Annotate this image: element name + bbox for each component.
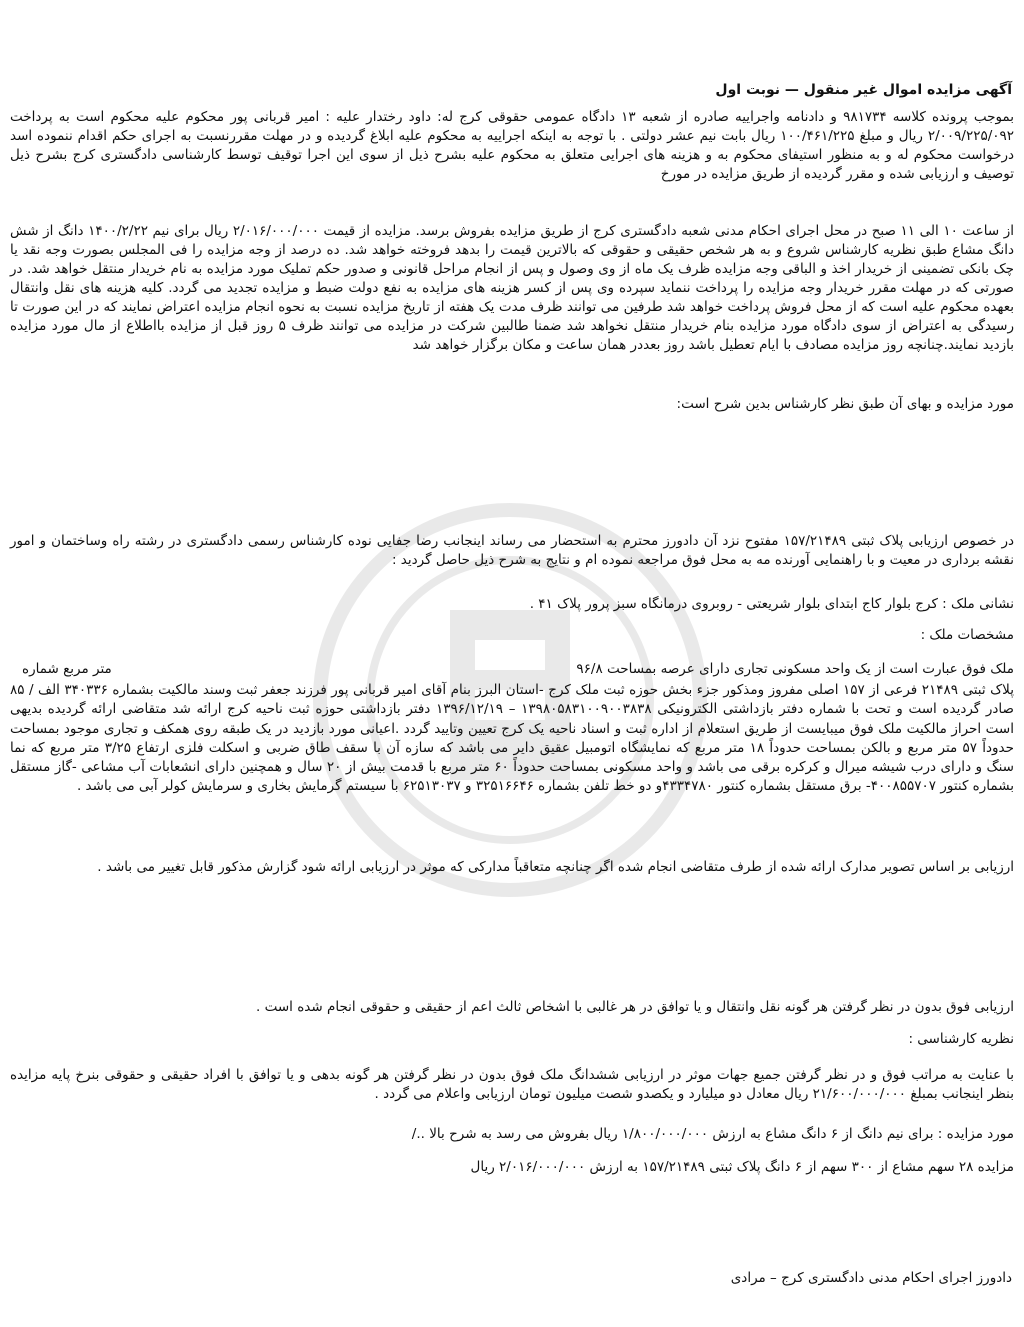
valuation-note <box>10 998 1014 1024</box>
subject-intro-text: مورد مزایده و بهای آن طبق نظر کارشناس بدین شرح است: <box>676 396 1014 412</box>
opinion-heading-text: نظریه کارشناسی : <box>908 1031 1014 1047</box>
specs-heading-text: مشخصات ملک : <box>920 627 1014 643</box>
intro-text: بموجب پرونده کلاسه ۹۸۱۷۳۴ و دادنامه واجراییه صادره از شعبه ۱۳ دادگاه عمومی حقوقی کرج له: داود رختدار علیه : امیر قربانی پور محکوم علیه محکوم است به پرداخت ۲/۰۰۹/۲۲۵/۰۹۲ ریال و مبلغ ۱۰۰/۴۶۱/۲۲۵ ریال بابت نیم عشر دولتی . با توجه به اینکه اجراییه به محکوم علیه ابلاغ گردیده و در مهلت مقررنسبت به اجرای حکم اقدام ننموده اسد درخواست محکوم له و به منظور استیفای محکوم به و هزینه های اجرایی متعلق به محکوم علیه بشرح ذیل از سوی این اجرا توقیف توسط کارشناسی دادگستری کرج بشرح ذیل توصیف و ارزیابی شده و مقرر گردیده از طریق مزایده در مورخ <box>10 109 1014 182</box>
auction-text: از ساعت ۱۰ الی ۱۱ صبح در محل اجرای احکام مدنی شعبه دادگستری کرج از طریق مزایده بفروش برسد. مزایده از قیمت ۲/۰۱۶/۰۰۰/۰۰۰ ریال برای نیم ۱۴۰۰/۲/۲۲ دانگ از شش دانگ مشاع طبق نظریه کارشناس شروع و به هر شخص حقیقی و حقوقی که بالاترین قیمت را بدهد فروخته خواهد شد. ده درصد از وجه مزایده را فی المجلس بصورت وجه نقد یا چک بانکی تضمینی از خریدار اخذ و الباقی وجه مزایده ظرف یک ماه از وی وصول و پس از انجام مراحل قانونی و صدور حکم تملیک مورد مزایده به نام خریدار منتقل خواهد شد. در صورتی که در مهلت مقرر خریدار وجه مزایده را پرداخت ننماید سپرده وی پس از کسر هزینه های مزایده به نفع دولت ضبط و مزایده تجدید می گردد. کلیه هزینه های نقل وانتقال بعهده محکوم علیه است که از محل فروش پرداخت خواهد شد طرفین می توانند ظرف مدت یک هفته از تاریخ مزایده نسبت به نحوه انجام مزایده اعتراض نمایند که در این صورت تا رسیدگی به اعتراض از سوی دادگاه مورد مزایده بنام خریدار منتقل نخواهد شد ضمنا طالبین شرکت در مزایده می توانند ظرف ۵ روز قبل از مزایده بااطلاع از مال مورد مزایده بازدید نمایند.چنانچه روز مزایده مصادف با ایام تعطیل باشد روز بعددر همان ساعت و مکان برگزار خواهد شد <box>10 223 1015 353</box>
address-text: نشانی ملک : کرج بلوار کاج ابتدای بلوار شریعتی - روبروی درمانگاه سبز پرور پلاک ۴۱ . <box>529 596 1014 612</box>
opinion-paragraph <box>10 1066 1014 1111</box>
opinion-heading <box>10 1030 1014 1056</box>
specs-body <box>10 681 1014 804</box>
disclaimer-text: ارزیابی بر اساس تصویر مدارک ارائه شده از طرف متقاضی انجام شده اگر چنانچه متعاقباً مدارکی که موثر در ارزیابی ارائه شود گزارش مذکور قابل تغییر می باشد . <box>97 859 1014 875</box>
auction-paragraph <box>10 222 1014 362</box>
valuation-note-text: ارزیابی فوق بدون در نظر گرفتن هر گونه نقل وانتقال و یا توافق در هر غالبی با اشخاص ثالث اعم از حقیقی و حقوقی انجام شده است . <box>256 999 1014 1015</box>
specs-line1-a: ملک فوق عبارت است از یک واحد مسکونی تجاری دارای عرصه بمساحت ۹۶/۸ <box>576 661 1014 677</box>
expert-intro-text: در خصوص ارزیابی پلاک ثبتی ۱۵۷/۲۱۴۸۹ مفتوح نزد آن دادورز محترم به استحضار می رساند اینجانب رضا جفایی نوده کارشناس رسمی دادگستری در رشته راه وساختمان و امور نقشه برداری در معیت و با راهنمایی آورنده مه به محل فوق مراجعه نموده ام و نتایج به شرح ذیل حاصل گردید : <box>10 533 1015 568</box>
subject-half-text: مورد مزایده : برای نیم دانگ از ۶ دانگ مشاع به ارزش ۱/۸۰۰/۰۰۰/۰۰۰ ریال بفروش می رسد به شرح بالا ../ <box>411 1126 1014 1142</box>
specs-line1-b: متر مربع شماره <box>22 661 112 677</box>
disclaimer <box>10 858 1014 884</box>
subject-intro <box>10 395 1014 421</box>
subject-28-text: مزایده ۲۸ سهم مشاع از ۳۰۰ سهم از ۶ دانگ پلاک ثبتی ۱۵۷/۲۱۴۸۹ به ارزش ۲/۰۱۶/۰۰۰/۰۰۰ ریال <box>470 1159 1014 1175</box>
specs-body-text: پلاک ثبتی ۲۱۴۸۹ فرعی از ۱۵۷ اصلی مفروز ومذکور جزء بخش حوزه ثبت ملک کرج -استان البرز بنام آقای امیر قربانی پور فرزند جعفر ثبت وسند مالکیت بشماره ۳۴۰۳۳۶ الف / ۸۵ صادر گردیده است و تحت با شماره دفتر بازداشتی الکترونیکی ۱۳۹۸۰۵۸۳۱۰۰۹۰۰۳۸۳۸ – ۱۳۹۶/۱۲/۱۹ دفتر بازداشتی حوزه ثبت ناحیه کرج ارائه شد متقاضی ارائه گردیده بدیهی است احراز مالکیت ملک فوق میبایست از طریق استعلام از اداره ثبت و اسناد ناحیه یک کرج تعیین وتایید گردد .اعیانی مورد بازدید در یک طبقه روی همکف و تجاری موجود بمساحت حدوداً ۵۷ متر مربع و بالکن بمساحت حدوداً ۱۸ متر مربع که نمایشگاه اتومبیل عقیق دایر می باشد که سازه آن با سقف طاق ضربی و اسکلت فلزی ارتفاع ۳/۲۵ متر مربع که نما سنگ و دارای درب شیشه میرال و کرکره برقی می باشد و واحد مسکونی بمساحت حدوداً ۶۰ متر مربع با قدمت بیش از ۲۰ سال و همچنین دارای انشعابات آب مشاعی -گاز مستقل بشماره کنتور ۴۰۰۸۵۵۷۰۷- برق مستقل بشماره کنتور ۴۳۳۴۷۸۰و دو خط تلفن بشماره ۳۲۵۱۶۶۴۶ و ۶۲۵۱۳۰۳۷ با سیستم گرمایش بخاری و سرمایش کولر آبی می باشد . <box>10 682 1014 795</box>
intro-paragraph <box>10 108 1014 191</box>
opinion-text: با عنایت به مراتب فوق و در نظر گرفتن جمیع جهات موثر در ارزیابی ششدانگ ملک فوق بدون در نظر گرفتن هر گونه بدهی و یا توافق با افراد حقیقی و حقوقی بنرخ پایه مزایده بنظر اینجانب بمبلغ ۲۱/۶۰۰/۰۰۰/۰۰۰ ریال معادل دو میلیارد و یکصدو شصت میلیون تومان ارزیابی واعلام می گردد . <box>10 1067 1014 1102</box>
subject-28 <box>10 1158 1014 1184</box>
subject-half <box>10 1125 1014 1151</box>
expert-intro <box>10 532 1014 577</box>
specs-line-1 <box>10 660 1014 679</box>
notice-title: آگهی مزایده اموال غیر منقول — نوبت اول <box>715 82 1012 98</box>
address-line <box>10 595 1014 621</box>
specs-heading <box>10 626 1014 652</box>
signature: دادورز اجرای احکام مدنی دادگستری کرج – مرادی <box>730 1270 1012 1286</box>
